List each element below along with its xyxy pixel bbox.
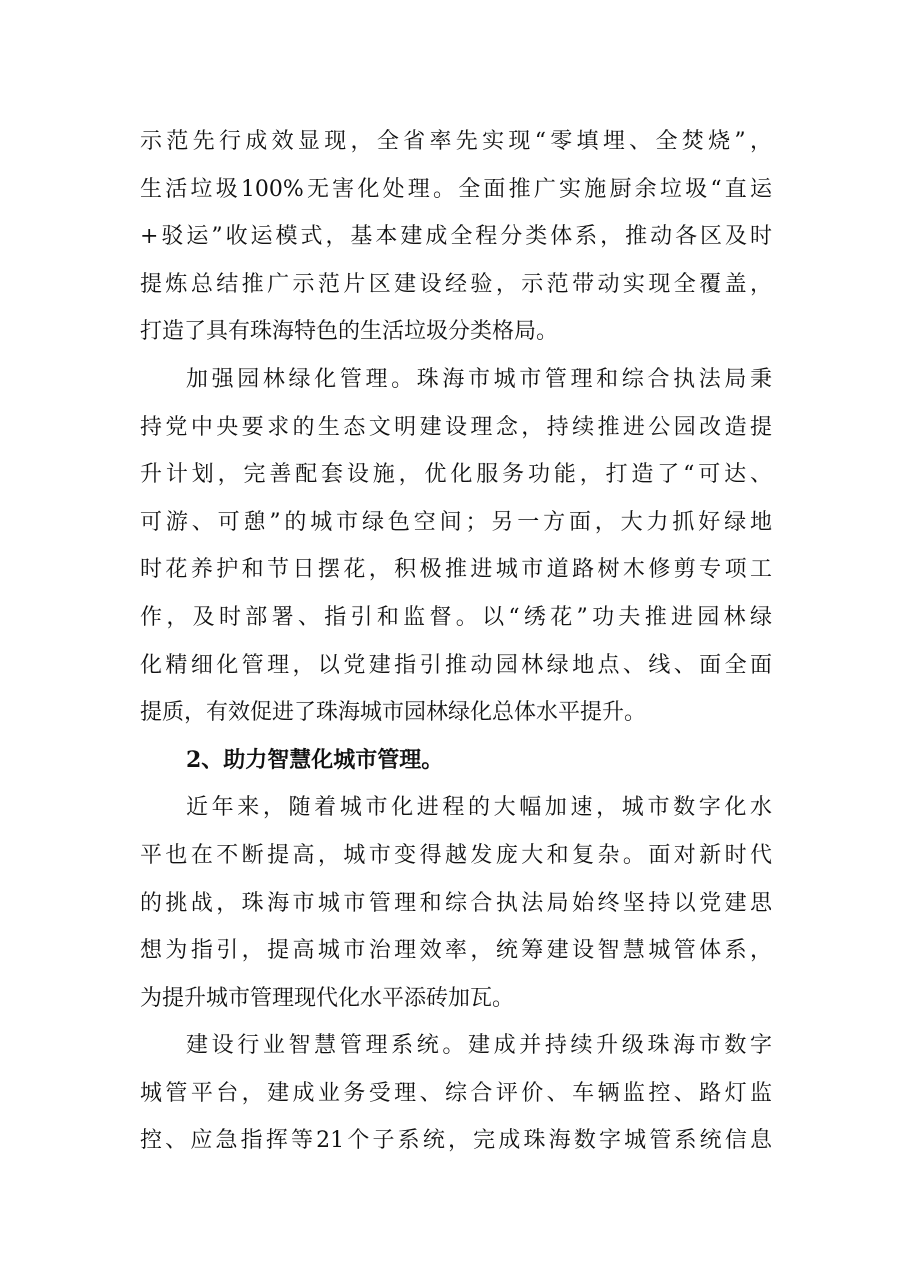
paragraph-smart-city-intro	[140, 784, 772, 1022]
text-line: 示范先行成效显现，全省率先实现“零填埋、全焚烧”，	[140, 129, 772, 154]
text-line: 提炼总结推广示范片区建设经验，示范带动实现全覆盖，	[140, 271, 772, 297]
heading-text: 2、助力智慧化城市管理。	[186, 746, 444, 773]
text-line: 城管平台，建成业务受理、综合评价、车辆监控、路灯监	[140, 1080, 772, 1106]
paragraph-landscaping	[140, 356, 772, 737]
section-heading	[140, 737, 772, 785]
text-line: +驳运”收运模式，基本建成全程分类体系，推动各区及时	[140, 224, 772, 250]
text-line: 生活垃圾100%无害化处理。全面推广实施厨余垃圾“直运	[140, 176, 772, 202]
text-line: 时花养护和节日摆花，积极推进城市道路树木修剪专项工	[140, 557, 772, 583]
text-line: 持党中央要求的生态文明建设理念，持续推进公园改造提	[140, 414, 772, 440]
text-line: 提质，有效促进了珠海城市园林绿化总体水平提升。	[140, 700, 647, 726]
text-line: 为提升城市管理现代化水平添砖加瓦。	[140, 985, 515, 1011]
text-line: 建设行业智慧管理系统。建成并持续升级珠海市数字	[186, 1033, 772, 1059]
text-line: 加强园林绿化管理。珠海市城市管理和综合执法局秉	[186, 366, 772, 392]
text-line: 想为指引，提高城市治理效率，统筹建设智慧城管体系，	[140, 938, 772, 964]
text-line: 化精细化管理，以党建指引推动园林绿地点、线、面全面	[140, 652, 772, 678]
paragraph-waste-sorting	[140, 118, 772, 356]
text-line: 近年来，随着城市化进程的大幅加速，城市数字化水	[186, 795, 772, 821]
text-line: 平也在不断提高，城市变得越发庞大和复杂。面对新时代	[140, 842, 772, 868]
text-line: 升计划，完善配套设施，优化服务功能，打造了“可达、	[140, 462, 772, 488]
text-line: 打造了具有珠海特色的生活垃圾分类格局。	[140, 319, 559, 345]
text-line: 可游、可憩”的城市绿色空间；另一方面，大力抓好绿地	[140, 509, 772, 535]
paragraph-smart-system	[140, 1022, 772, 1165]
text-line: 控、应急指挥等21个子系统，完成珠海数字城管系统信息	[140, 1128, 772, 1154]
document-page	[140, 118, 772, 1165]
text-line: 作，及时部署、指引和监督。以“绣花”功夫推进园林绿	[140, 604, 772, 630]
text-line: 的挑战，珠海市城市管理和综合执法局始终坚持以党建思	[140, 890, 772, 916]
